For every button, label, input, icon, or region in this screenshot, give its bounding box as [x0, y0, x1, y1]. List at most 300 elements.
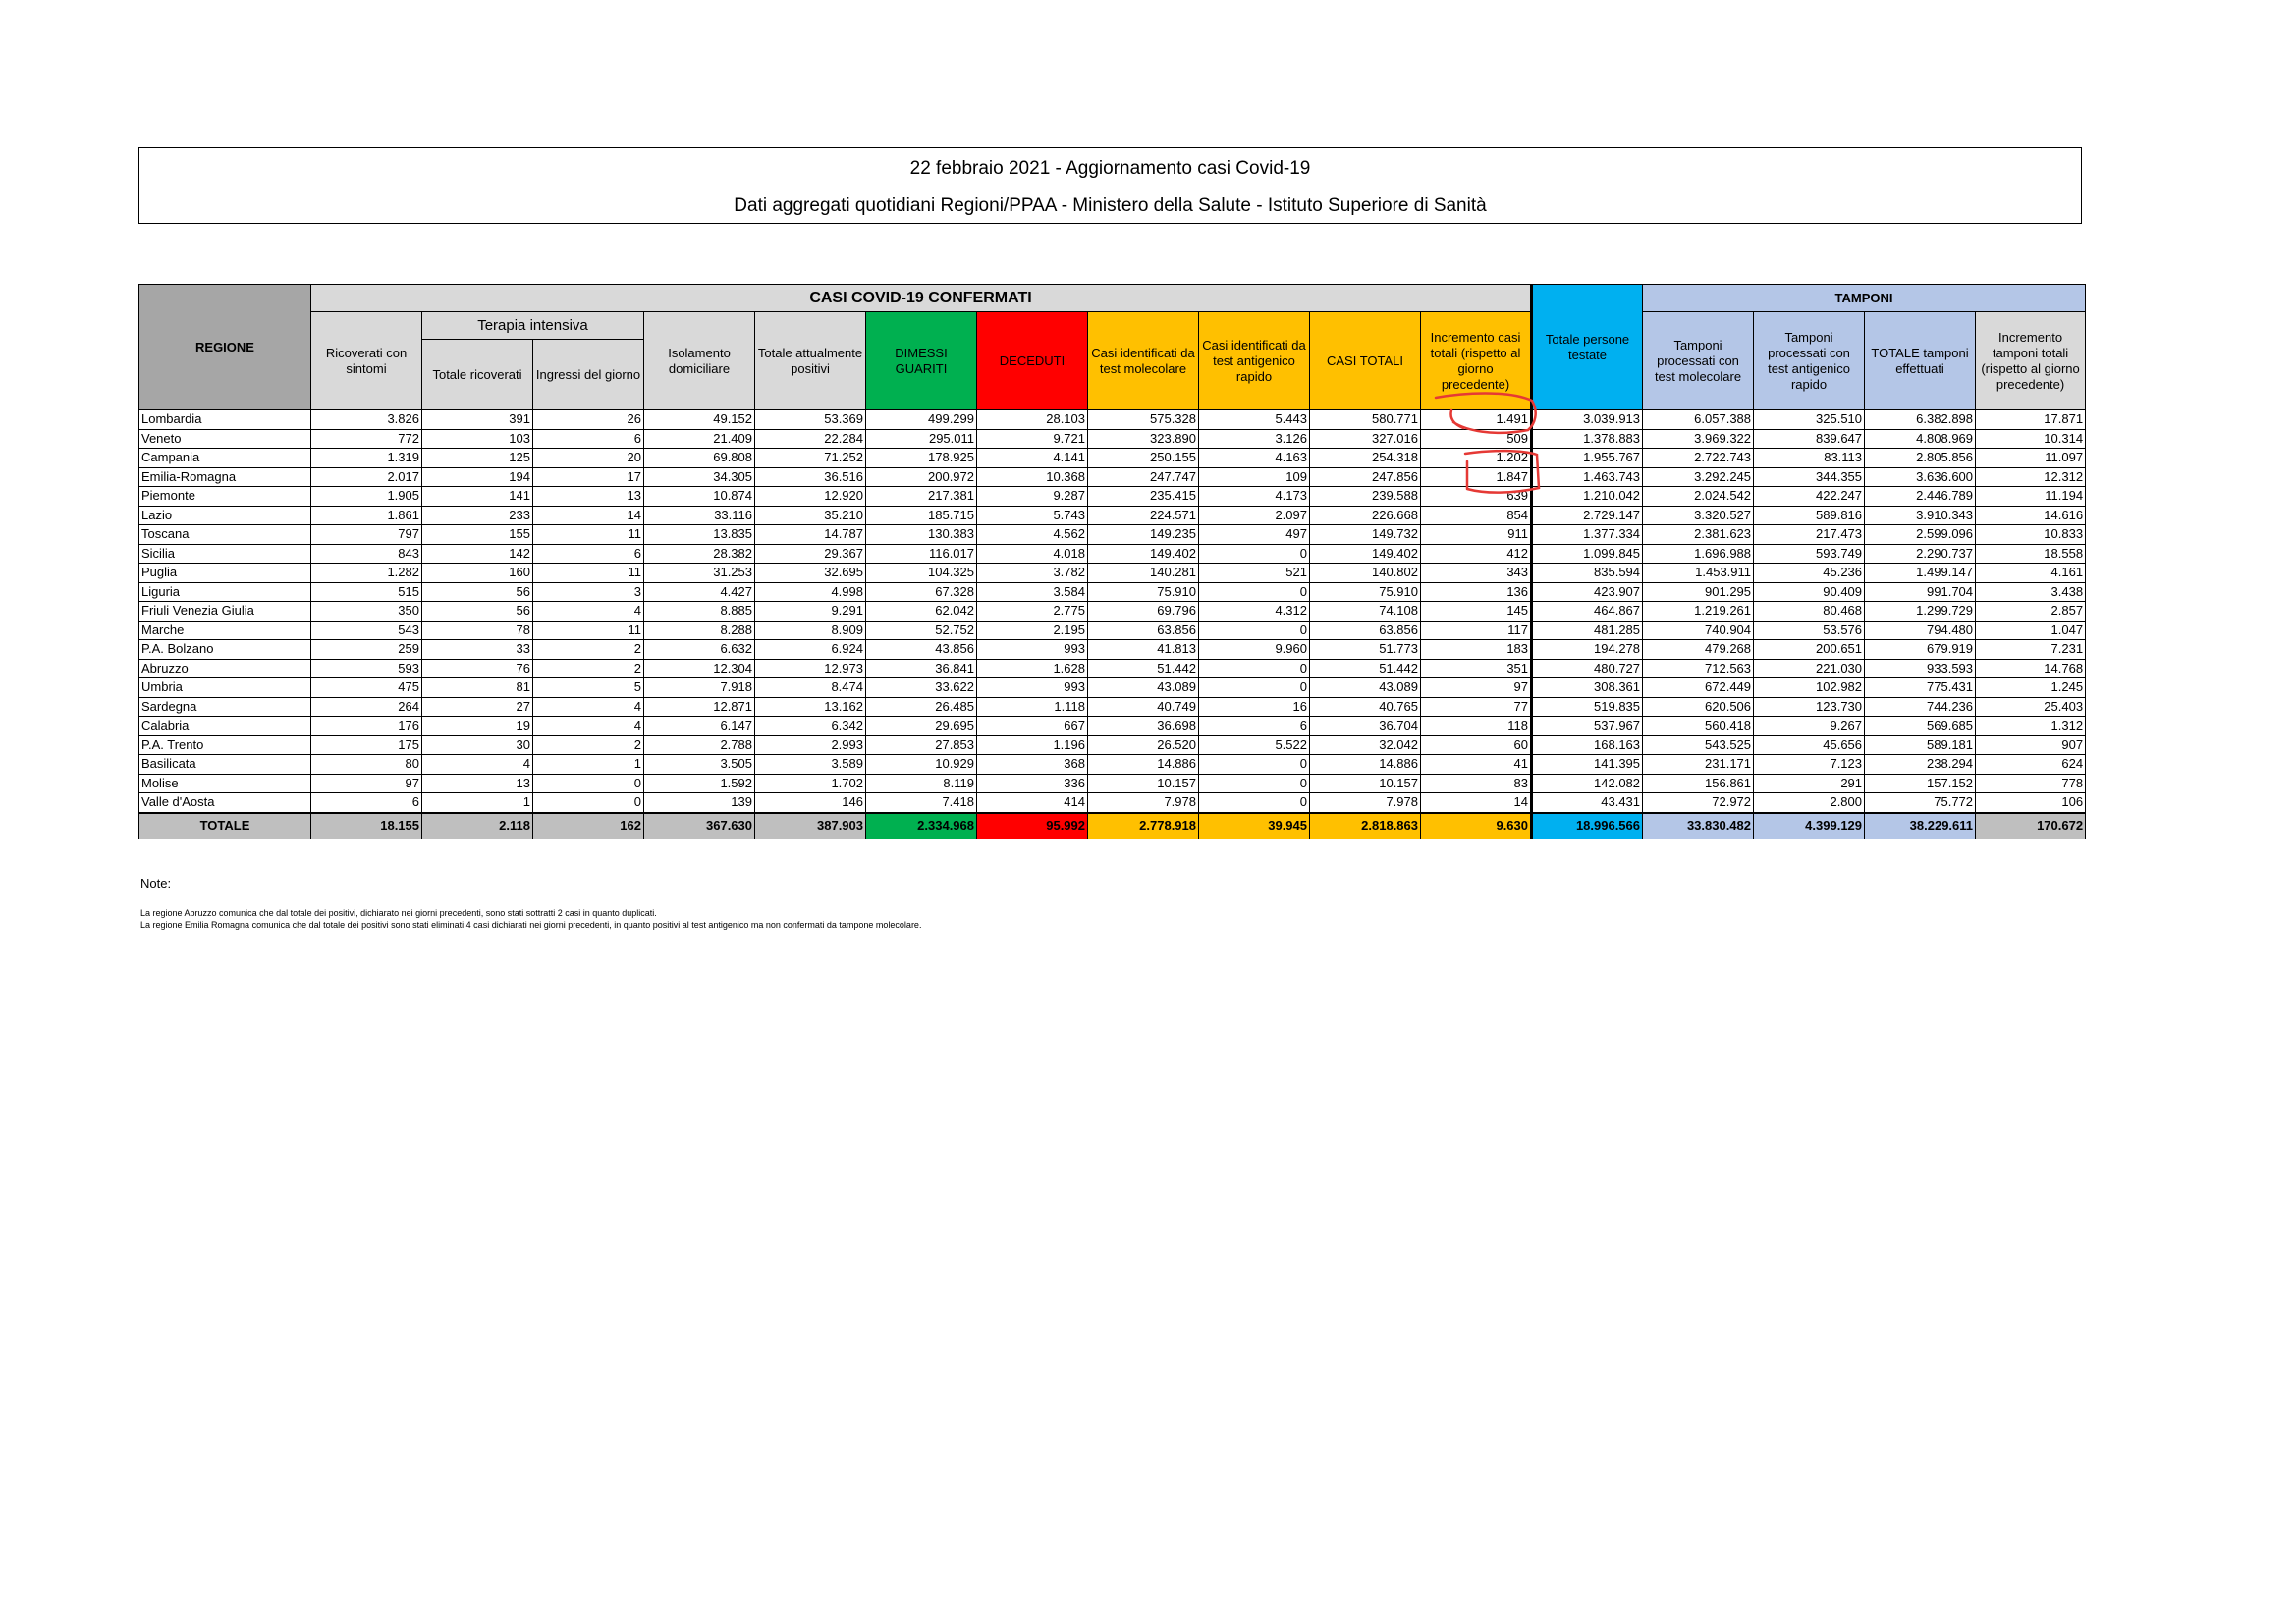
cell-ti-ingressi: 20: [533, 449, 644, 468]
cell-isolamento: 12.304: [644, 659, 755, 678]
cell-incremento: 1.847: [1421, 467, 1532, 487]
cell-tamp-ant: 102.982: [1754, 678, 1865, 698]
cell-totali: 226.668: [1310, 506, 1421, 525]
cell-tamp-mol: 2.722.743: [1643, 449, 1754, 468]
cell-incremento: 60: [1421, 735, 1532, 755]
cell-testate: 423.907: [1532, 582, 1643, 602]
cell-ricoverati: 2.017: [311, 467, 422, 487]
cell-ti-ingressi: 4: [533, 697, 644, 717]
cell-ricoverati: 259: [311, 640, 422, 660]
cell-ricoverati: 97: [311, 774, 422, 793]
cell-molecolare: 7.978: [1088, 793, 1199, 813]
cell-tamp-ant: 123.730: [1754, 697, 1865, 717]
cell-ricoverati: 350: [311, 602, 422, 622]
cell-deceduti: 9.287: [977, 487, 1088, 507]
cell-tamp-mol: 72.972: [1643, 793, 1754, 813]
report-title-box: [138, 147, 2082, 224]
cell-antigenico: 16: [1199, 697, 1310, 717]
cell-totali: 327.016: [1310, 429, 1421, 449]
cell-ti-ingressi: 11: [533, 564, 644, 583]
header-ti-ingressi: Ingressi del giorno: [533, 340, 644, 410]
cell-tamp-inc: 624: [1976, 755, 2086, 775]
total-testate: 18.996.566: [1532, 813, 1643, 839]
cell-antigenico: 0: [1199, 544, 1310, 564]
cell-tamp-mol: 3.292.245: [1643, 467, 1754, 487]
cell-tamp-mol: 1.453.911: [1643, 564, 1754, 583]
cell-deceduti: 5.743: [977, 506, 1088, 525]
cell-positivi: 35.210: [755, 506, 866, 525]
cell-tamp-ant: 217.473: [1754, 525, 1865, 545]
total-tamp-ant: 4.399.129: [1754, 813, 1865, 839]
total-isolamento: 367.630: [644, 813, 755, 839]
cell-tamp-ant: 593.749: [1754, 544, 1865, 564]
cell-tamp-mol: 712.563: [1643, 659, 1754, 678]
cell-tamp-tot: 794.480: [1865, 621, 1976, 640]
cell-isolamento: 8.288: [644, 621, 755, 640]
cell-ricoverati: 175: [311, 735, 422, 755]
cell-isolamento: 34.305: [644, 467, 755, 487]
cell-totali: 10.157: [1310, 774, 1421, 793]
cell-tamp-inc: 11.194: [1976, 487, 2086, 507]
cell-guariti: 52.752: [866, 621, 977, 640]
cell-tamp-ant: 53.576: [1754, 621, 1865, 640]
cell-antigenico: 0: [1199, 582, 1310, 602]
cell-tamp-ant: 83.113: [1754, 449, 1865, 468]
cell-incremento: 1.491: [1421, 410, 1532, 430]
cell-ti-totale: 141: [422, 487, 533, 507]
cell-regione: Sardegna: [139, 697, 311, 717]
cell-totali: 149.732: [1310, 525, 1421, 545]
cell-ti-totale: 33: [422, 640, 533, 660]
cell-antigenico: 4.163: [1199, 449, 1310, 468]
cell-ti-ingressi: 2: [533, 640, 644, 660]
cell-tamp-mol: 6.057.388: [1643, 410, 1754, 430]
cell-tamp-inc: 3.438: [1976, 582, 2086, 602]
cell-guariti: 27.853: [866, 735, 977, 755]
cell-antigenico: 0: [1199, 755, 1310, 775]
cell-ricoverati: 3.826: [311, 410, 422, 430]
cell-tamp-ant: 291: [1754, 774, 1865, 793]
cell-guariti: 33.622: [866, 678, 977, 698]
cell-antigenico: 0: [1199, 793, 1310, 813]
cell-guariti: 185.715: [866, 506, 977, 525]
cell-molecolare: 26.520: [1088, 735, 1199, 755]
cell-totali: 63.856: [1310, 621, 1421, 640]
header-ti-totale-ricoverati: Totale ricoverati: [422, 340, 533, 410]
cell-tamp-inc: 907: [1976, 735, 2086, 755]
cell-positivi: 12.920: [755, 487, 866, 507]
note-line-emilia-romagna: La regione Emilia Romagna comunica che dal totale dei positivi sono stati eliminati 4 casi dichiarati nei giorni precedenti, in quanto positivi al test antigenico ma non confermati da tampone molecolare.: [140, 920, 922, 930]
cell-positivi: 22.284: [755, 429, 866, 449]
cell-testate: 481.285: [1532, 621, 1643, 640]
cell-tamp-inc: 10.314: [1976, 429, 2086, 449]
cell-tamp-ant: 221.030: [1754, 659, 1865, 678]
cell-tamp-inc: 14.768: [1976, 659, 2086, 678]
cell-tamp-inc: 106: [1976, 793, 2086, 813]
cell-antigenico: 5.443: [1199, 410, 1310, 430]
table-row: [139, 774, 2086, 793]
header-casi-antigenico: Casi identificati da test antigenico rapido: [1199, 312, 1310, 410]
cell-testate: 537.967: [1532, 717, 1643, 736]
cell-isolamento: 2.788: [644, 735, 755, 755]
cell-ti-totale: 233: [422, 506, 533, 525]
cell-ricoverati: 1.319: [311, 449, 422, 468]
covid-data-table: [138, 284, 2086, 839]
table-row: [139, 602, 2086, 622]
cell-ricoverati: 843: [311, 544, 422, 564]
cell-ti-totale: 76: [422, 659, 533, 678]
cell-ti-totale: 13: [422, 774, 533, 793]
cell-ti-ingressi: 0: [533, 793, 644, 813]
cell-testate: 1.210.042: [1532, 487, 1643, 507]
cell-positivi: 14.787: [755, 525, 866, 545]
cell-molecolare: 43.089: [1088, 678, 1199, 698]
cell-ti-ingressi: 26: [533, 410, 644, 430]
cell-totali: 239.588: [1310, 487, 1421, 507]
cell-tamp-ant: 90.409: [1754, 582, 1865, 602]
header-totale-persone-testate: Totale persone testate: [1532, 285, 1643, 410]
cell-totali: 51.442: [1310, 659, 1421, 678]
cell-tamp-tot: 6.382.898: [1865, 410, 1976, 430]
table-row: [139, 506, 2086, 525]
cell-isolamento: 6.632: [644, 640, 755, 660]
header-casi-molecolare: Casi identificati da test molecolare: [1088, 312, 1199, 410]
cell-guariti: 8.119: [866, 774, 977, 793]
total-tamp-mol: 33.830.482: [1643, 813, 1754, 839]
cell-tamp-inc: 10.833: [1976, 525, 2086, 545]
cell-totali: 74.108: [1310, 602, 1421, 622]
total-antigenico: 39.945: [1199, 813, 1310, 839]
cell-testate: 2.729.147: [1532, 506, 1643, 525]
cell-incremento: 14: [1421, 793, 1532, 813]
cell-molecolare: 14.886: [1088, 755, 1199, 775]
cell-positivi: 146: [755, 793, 866, 813]
cell-tamp-tot: 991.704: [1865, 582, 1976, 602]
cell-molecolare: 224.571: [1088, 506, 1199, 525]
cell-antigenico: 6: [1199, 717, 1310, 736]
cell-ti-totale: 19: [422, 717, 533, 736]
cell-positivi: 13.162: [755, 697, 866, 717]
cell-antigenico: 0: [1199, 774, 1310, 793]
header-regione: REGIONE: [139, 285, 311, 410]
cell-incremento: 118: [1421, 717, 1532, 736]
cell-positivi: 1.702: [755, 774, 866, 793]
cell-regione: Lombardia: [139, 410, 311, 430]
cell-molecolare: 63.856: [1088, 621, 1199, 640]
cell-isolamento: 28.382: [644, 544, 755, 564]
cell-tamp-ant: 80.468: [1754, 602, 1865, 622]
total-tamp-tot: 38.229.611: [1865, 813, 1976, 839]
cell-antigenico: 0: [1199, 678, 1310, 698]
cell-ti-totale: 1: [422, 793, 533, 813]
header-ricoverati: Ricoverati con sintomi: [311, 312, 422, 410]
cell-tamp-tot: 4.808.969: [1865, 429, 1976, 449]
total-positivi: 387.903: [755, 813, 866, 839]
cell-tamp-inc: 778: [1976, 774, 2086, 793]
cell-ti-totale: 391: [422, 410, 533, 430]
cell-tamp-tot: 2.599.096: [1865, 525, 1976, 545]
cell-tamp-mol: 740.904: [1643, 621, 1754, 640]
cell-incremento: 41: [1421, 755, 1532, 775]
table-row: [139, 449, 2086, 468]
cell-totali: 75.910: [1310, 582, 1421, 602]
cell-tamp-mol: 479.268: [1643, 640, 1754, 660]
cell-ricoverati: 475: [311, 678, 422, 698]
cell-regione: Liguria: [139, 582, 311, 602]
cell-regione: Basilicata: [139, 755, 311, 775]
cell-antigenico: 3.126: [1199, 429, 1310, 449]
cell-regione: Umbria: [139, 678, 311, 698]
table-row: [139, 659, 2086, 678]
cell-molecolare: 41.813: [1088, 640, 1199, 660]
cell-guariti: 29.695: [866, 717, 977, 736]
cell-incremento: 117: [1421, 621, 1532, 640]
cell-ti-ingressi: 2: [533, 735, 644, 755]
cell-tamp-inc: 14.616: [1976, 506, 2086, 525]
cell-ricoverati: 264: [311, 697, 422, 717]
cell-tamp-mol: 543.525: [1643, 735, 1754, 755]
cell-tamp-tot: 933.593: [1865, 659, 1976, 678]
cell-regione: Veneto: [139, 429, 311, 449]
cell-antigenico: 521: [1199, 564, 1310, 583]
cell-deceduti: 28.103: [977, 410, 1088, 430]
cell-isolamento: 21.409: [644, 429, 755, 449]
cell-testate: 194.278: [1532, 640, 1643, 660]
cell-positivi: 53.369: [755, 410, 866, 430]
cell-tamp-mol: 620.506: [1643, 697, 1754, 717]
cell-molecolare: 247.747: [1088, 467, 1199, 487]
cell-tamp-inc: 18.558: [1976, 544, 2086, 564]
total-totali: 2.818.863: [1310, 813, 1421, 839]
cell-tamp-ant: 200.651: [1754, 640, 1865, 660]
cell-totali: 149.402: [1310, 544, 1421, 564]
cell-incremento: 145: [1421, 602, 1532, 622]
cell-tamp-ant: 422.247: [1754, 487, 1865, 507]
cell-molecolare: 140.281: [1088, 564, 1199, 583]
table-row: [139, 621, 2086, 640]
cell-tamp-mol: 560.418: [1643, 717, 1754, 736]
cell-testate: 1.378.883: [1532, 429, 1643, 449]
cell-regione: Toscana: [139, 525, 311, 545]
cell-ti-ingressi: 0: [533, 774, 644, 793]
cell-tamp-ant: 45.236: [1754, 564, 1865, 583]
cell-ti-totale: 194: [422, 467, 533, 487]
cell-isolamento: 3.505: [644, 755, 755, 775]
cell-tamp-ant: 325.510: [1754, 410, 1865, 430]
cell-tamp-inc: 2.857: [1976, 602, 2086, 622]
cell-tamp-tot: 2.805.856: [1865, 449, 1976, 468]
cell-regione: Abruzzo: [139, 659, 311, 678]
cell-positivi: 6.342: [755, 717, 866, 736]
cell-tamp-tot: 238.294: [1865, 755, 1976, 775]
table-row: [139, 678, 2086, 698]
cell-antigenico: 0: [1199, 659, 1310, 678]
cell-incremento: 854: [1421, 506, 1532, 525]
cell-totali: 7.978: [1310, 793, 1421, 813]
cell-isolamento: 13.835: [644, 525, 755, 545]
cell-deceduti: 1.196: [977, 735, 1088, 755]
cell-ricoverati: 543: [311, 621, 422, 640]
cell-deceduti: 2.195: [977, 621, 1088, 640]
cell-molecolare: 250.155: [1088, 449, 1199, 468]
table-row: [139, 793, 2086, 813]
total-ti-totale: 2.118: [422, 813, 533, 839]
cell-testate: 1.099.845: [1532, 544, 1643, 564]
cell-guariti: 7.418: [866, 793, 977, 813]
cell-molecolare: 36.698: [1088, 717, 1199, 736]
cell-testate: 1.955.767: [1532, 449, 1643, 468]
cell-tamp-mol: 3.320.527: [1643, 506, 1754, 525]
cell-deceduti: 9.721: [977, 429, 1088, 449]
cell-incremento: 911: [1421, 525, 1532, 545]
cell-ricoverati: 1.282: [311, 564, 422, 583]
cell-tamp-ant: 7.123: [1754, 755, 1865, 775]
cell-ricoverati: 1.905: [311, 487, 422, 507]
cell-ricoverati: 80: [311, 755, 422, 775]
header-terapia-intensiva: Terapia intensiva: [422, 312, 644, 340]
header-dimessi-guariti: DIMESSI GUARITI: [866, 312, 977, 410]
cell-ti-totale: 56: [422, 582, 533, 602]
cell-totali: 580.771: [1310, 410, 1421, 430]
cell-incremento: 83: [1421, 774, 1532, 793]
cell-antigenico: 5.522: [1199, 735, 1310, 755]
cell-ti-totale: 103: [422, 429, 533, 449]
cell-tamp-ant: 839.647: [1754, 429, 1865, 449]
cell-incremento: 136: [1421, 582, 1532, 602]
cell-tamp-mol: 3.969.322: [1643, 429, 1754, 449]
cell-testate: 168.163: [1532, 735, 1643, 755]
cell-molecolare: 69.796: [1088, 602, 1199, 622]
cell-testate: 308.361: [1532, 678, 1643, 698]
cell-tamp-tot: 3.910.343: [1865, 506, 1976, 525]
total-ti-ingressi: 162: [533, 813, 644, 839]
cell-molecolare: 10.157: [1088, 774, 1199, 793]
cell-isolamento: 69.808: [644, 449, 755, 468]
cell-deceduti: 4.141: [977, 449, 1088, 468]
cell-antigenico: 4.173: [1199, 487, 1310, 507]
cell-deceduti: 993: [977, 678, 1088, 698]
cell-molecolare: 575.328: [1088, 410, 1199, 430]
cell-tamp-inc: 1.245: [1976, 678, 2086, 698]
cell-ti-totale: 142: [422, 544, 533, 564]
cell-ricoverati: 797: [311, 525, 422, 545]
cell-ti-ingressi: 2: [533, 659, 644, 678]
cell-tamp-ant: 344.355: [1754, 467, 1865, 487]
cell-tamp-tot: 1.299.729: [1865, 602, 1976, 622]
report-subtitle: Dati aggregati quotidiani Regioni/PPAA - Ministero della Salute - Istituto Superiore di Sanità: [734, 195, 1487, 216]
cell-isolamento: 1.592: [644, 774, 755, 793]
cell-regione: Sicilia: [139, 544, 311, 564]
cell-ti-ingressi: 11: [533, 621, 644, 640]
cell-ti-ingressi: 3: [533, 582, 644, 602]
cell-deceduti: 1.628: [977, 659, 1088, 678]
cell-tamp-tot: 679.919: [1865, 640, 1976, 660]
cell-deceduti: 993: [977, 640, 1088, 660]
cell-molecolare: 40.749: [1088, 697, 1199, 717]
cell-ti-ingressi: 4: [533, 717, 644, 736]
cell-tamp-inc: 25.403: [1976, 697, 2086, 717]
cell-positivi: 3.589: [755, 755, 866, 775]
cell-totali: 40.765: [1310, 697, 1421, 717]
cell-tamp-tot: 3.636.600: [1865, 467, 1976, 487]
cell-positivi: 12.973: [755, 659, 866, 678]
cell-incremento: 639: [1421, 487, 1532, 507]
total-tamp-inc: 170.672: [1976, 813, 2086, 839]
table-row: [139, 467, 2086, 487]
cell-ti-totale: 30: [422, 735, 533, 755]
header-tamponi-molecolare: Tamponi processati con test molecolare: [1643, 312, 1754, 410]
cell-positivi: 29.367: [755, 544, 866, 564]
cell-guariti: 217.381: [866, 487, 977, 507]
cell-antigenico: 9.960: [1199, 640, 1310, 660]
cell-guariti: 43.856: [866, 640, 977, 660]
cell-testate: 835.594: [1532, 564, 1643, 583]
cell-ti-totale: 4: [422, 755, 533, 775]
cell-guariti: 178.925: [866, 449, 977, 468]
header-tamponi-totale: TOTALE tamponi effettuati: [1865, 312, 1976, 410]
cell-incremento: 183: [1421, 640, 1532, 660]
cell-antigenico: 109: [1199, 467, 1310, 487]
cell-ricoverati: 772: [311, 429, 422, 449]
cell-ricoverati: 515: [311, 582, 422, 602]
cell-deceduti: 4.018: [977, 544, 1088, 564]
cell-isolamento: 31.253: [644, 564, 755, 583]
cell-ti-ingressi: 14: [533, 506, 644, 525]
cell-guariti: 36.841: [866, 659, 977, 678]
cell-deceduti: 3.782: [977, 564, 1088, 583]
cell-ricoverati: 1.861: [311, 506, 422, 525]
cell-positivi: 8.474: [755, 678, 866, 698]
cell-positivi: 71.252: [755, 449, 866, 468]
cell-antigenico: 0: [1199, 621, 1310, 640]
cell-totali: 51.773: [1310, 640, 1421, 660]
cell-deceduti: 2.775: [977, 602, 1088, 622]
cell-guariti: 130.383: [866, 525, 977, 545]
cell-tamp-inc: 1.047: [1976, 621, 2086, 640]
cell-ti-ingressi: 5: [533, 678, 644, 698]
cell-guariti: 10.929: [866, 755, 977, 775]
cell-ti-totale: 81: [422, 678, 533, 698]
cell-totali: 254.318: [1310, 449, 1421, 468]
notes-label: Note:: [140, 876, 172, 891]
cell-molecolare: 323.890: [1088, 429, 1199, 449]
cell-guariti: 62.042: [866, 602, 977, 622]
cell-guariti: 200.972: [866, 467, 977, 487]
table-row: [139, 717, 2086, 736]
cell-isolamento: 12.871: [644, 697, 755, 717]
note-line-abruzzo: La regione Abruzzo comunica che dal totale dei positivi, dichiarato nei giorni precedenti, sono stati sottratti 2 casi in quanto duplicati.: [140, 908, 657, 918]
cell-ti-totale: 27: [422, 697, 533, 717]
cell-regione: P.A. Trento: [139, 735, 311, 755]
cell-tamp-ant: 9.267: [1754, 717, 1865, 736]
cell-tamp-tot: 2.446.789: [1865, 487, 1976, 507]
cell-deceduti: 368: [977, 755, 1088, 775]
cell-guariti: 116.017: [866, 544, 977, 564]
cell-incremento: 77: [1421, 697, 1532, 717]
cell-ti-totale: 78: [422, 621, 533, 640]
cell-positivi: 2.993: [755, 735, 866, 755]
cell-incremento: 97: [1421, 678, 1532, 698]
cell-ti-ingressi: 11: [533, 525, 644, 545]
cell-molecolare: 75.910: [1088, 582, 1199, 602]
cell-incremento: 1.202: [1421, 449, 1532, 468]
cell-totali: 140.802: [1310, 564, 1421, 583]
cell-tamp-mol: 156.861: [1643, 774, 1754, 793]
cell-molecolare: 51.442: [1088, 659, 1199, 678]
cell-guariti: 104.325: [866, 564, 977, 583]
cell-ti-ingressi: 17: [533, 467, 644, 487]
header-tamponi: TAMPONI: [1643, 285, 2086, 312]
